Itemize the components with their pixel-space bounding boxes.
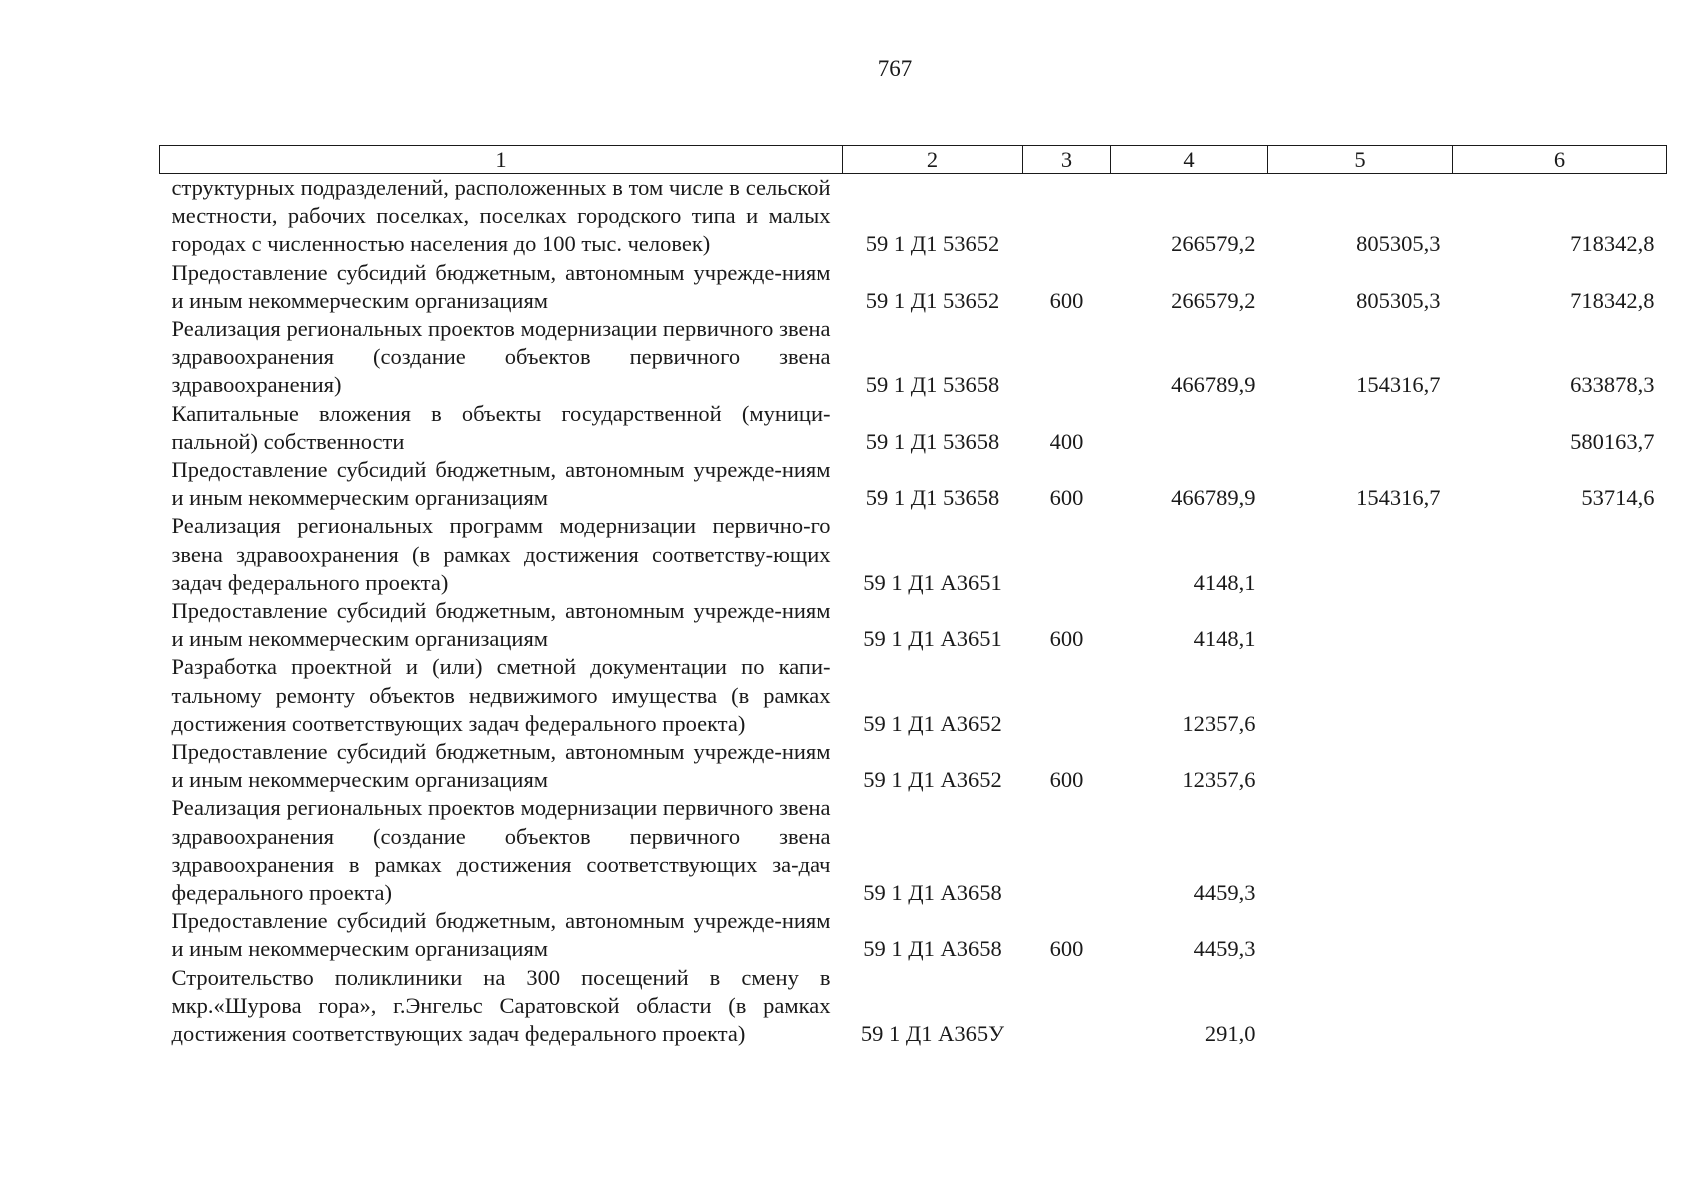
- row-value-5: 154316,7: [1356, 372, 1441, 398]
- table-row: [160, 653, 1667, 738]
- table-row: [160, 738, 1667, 794]
- row-type: [1023, 653, 1111, 738]
- row-name: Предоставление субсидий бюджетным, автономным учрежде-ниям и иным некоммерческим организациям: [171, 457, 831, 511]
- row-name: Капитальные вложения в объекты государственной (муници-пальной) собственности: [171, 400, 831, 454]
- row-code: 59 1 Д1 53652: [865, 231, 1000, 257]
- row-value-5: [1268, 597, 1453, 653]
- table-row: [160, 259, 1667, 315]
- row-code: 59 1 Д1 53658: [865, 428, 1000, 454]
- row-code: 59 1 Д1 53658: [865, 485, 1000, 511]
- table-row: [160, 174, 1667, 259]
- row-value-4: 466789,9: [1171, 372, 1256, 398]
- row-value-6: 718342,8: [1570, 231, 1655, 257]
- row-name: Предоставление субсидий бюджетным, автономным учрежде-ниям и иным некоммерческим организациям: [171, 908, 831, 962]
- table-row: [160, 456, 1667, 512]
- row-code: 59 1 Д1 А3652: [863, 767, 1002, 793]
- row-value-4: [1111, 400, 1268, 456]
- row-value-6: [1453, 964, 1667, 1049]
- row-value-5: [1268, 653, 1453, 738]
- row-value-5: 805305,3: [1356, 231, 1441, 257]
- row-name: Реализация региональных проектов модернизации первичного звена здравоохранения (создание объектов первичного звена здравоохранения): [171, 316, 831, 398]
- row-name: Строительство поликлиники на 300 посещений в смену в мкр.«Шурова гора», г.Энгельс Саратовской области (в рамках достижения соответствующих задач федерального проекта): [171, 964, 831, 1047]
- row-value-4: 12357,6: [1182, 767, 1256, 793]
- budget-table: [159, 145, 1667, 1048]
- row-value-6: [1453, 738, 1667, 794]
- row-code: 59 1 Д1 А3651: [863, 569, 1002, 595]
- row-value-5: [1268, 738, 1453, 794]
- row-value-5: [1268, 400, 1453, 456]
- row-code: 59 1 Д1 А365У: [860, 1021, 1005, 1047]
- row-name: Предоставление субсидий бюджетным, автономным учрежде-ниям и иным некоммерческим организациям: [171, 259, 831, 313]
- row-value-6: [1453, 512, 1667, 597]
- table-row: [160, 907, 1667, 963]
- row-type: [1023, 512, 1111, 597]
- row-value-4: 12357,6: [1182, 710, 1256, 736]
- page-number: 767: [877, 56, 913, 81]
- row-value-6: [1453, 907, 1667, 963]
- row-value-6: [1453, 653, 1667, 738]
- table-row: [160, 400, 1667, 456]
- row-type: [1023, 794, 1111, 907]
- row-value-6: 718342,8: [1570, 287, 1655, 313]
- row-name: структурных подразделений, расположенных в том числе в сельской местности, рабочих поселках, поселках городского типа и малых городах с численностью населения до 100 тыс. человек): [171, 175, 831, 257]
- row-value-4: 466789,9: [1171, 485, 1256, 511]
- row-type: 600: [1049, 626, 1084, 652]
- row-value-4: 291,0: [1204, 1021, 1256, 1047]
- row-value-6: [1453, 597, 1667, 653]
- table-row: [160, 315, 1667, 400]
- row-type: [1023, 174, 1111, 259]
- row-value-4: 4459,3: [1193, 936, 1256, 962]
- table-header: [160, 146, 1667, 174]
- table-row: [160, 964, 1667, 1049]
- row-value-6: [1453, 794, 1667, 907]
- row-value-4: 266579,2: [1171, 287, 1256, 313]
- header-col-4: 4: [1111, 146, 1268, 174]
- row-code: 59 1 Д1 А3658: [863, 880, 1002, 906]
- header-col-1: 1: [160, 146, 843, 174]
- table-row: [160, 512, 1667, 597]
- header-col-6: 6: [1453, 146, 1667, 174]
- table-body: [160, 174, 1667, 1049]
- row-code: 59 1 Д1 А3652: [863, 710, 1002, 736]
- row-value-6: 580163,7: [1570, 428, 1655, 454]
- row-type: 600: [1049, 936, 1084, 962]
- row-name: Предоставление субсидий бюджетным, автономным учрежде-ниям и иным некоммерческим организациям: [171, 739, 831, 793]
- header-row: [160, 146, 1667, 174]
- row-value-5: 154316,7: [1356, 485, 1441, 511]
- row-value-4: 266579,2: [1171, 231, 1256, 257]
- row-value-4: 4148,1: [1193, 626, 1256, 652]
- row-name: Реализация региональных проектов модернизации первичного звена здравоохранения (создание объектов первичного звена здравоохранения в рамках достижения соответствующих за-дач федерального проекта): [171, 795, 831, 906]
- row-value-4: 4148,1: [1193, 569, 1256, 595]
- table-row: [160, 794, 1667, 907]
- row-value-5: [1268, 794, 1453, 907]
- header-col-5: 5: [1268, 146, 1453, 174]
- row-name: Предоставление субсидий бюджетным, автономным учрежде-ниям и иным некоммерческим организациям: [171, 598, 831, 652]
- row-type: 600: [1049, 485, 1084, 511]
- row-code: 59 1 Д1 А3651: [863, 626, 1002, 652]
- row-name: Разработка проектной и (или) сметной документации по капи-тальному ремонту объектов недвижимого имущества (в рамках достижения соответствующих задач федерального проекта): [171, 654, 831, 736]
- header-col-3: 3: [1023, 146, 1111, 174]
- row-type: 600: [1049, 287, 1084, 313]
- row-type: [1023, 964, 1111, 1049]
- row-value-5: 805305,3: [1356, 287, 1441, 313]
- row-type: 400: [1049, 428, 1084, 454]
- row-type: 600: [1049, 767, 1084, 793]
- row-code: 59 1 Д1 53652: [865, 287, 1000, 313]
- header-col-2: 2: [843, 146, 1023, 174]
- row-code: 59 1 Д1 53658: [865, 372, 1000, 398]
- row-value-6: 633878,3: [1570, 372, 1655, 398]
- row-value-5: [1268, 964, 1453, 1049]
- row-code: 59 1 Д1 А3658: [863, 936, 1002, 962]
- row-name: Реализация региональных программ модернизации первично-го звена здравоохранения (в рамках достижения соответству-ющих задач федерального проекта): [171, 513, 831, 595]
- row-value-6: 53714,6: [1581, 485, 1655, 511]
- row-value-4: 4459,3: [1193, 880, 1256, 906]
- row-value-5: [1268, 512, 1453, 597]
- row-value-5: [1268, 907, 1453, 963]
- table-row: [160, 597, 1667, 653]
- row-type: [1023, 315, 1111, 400]
